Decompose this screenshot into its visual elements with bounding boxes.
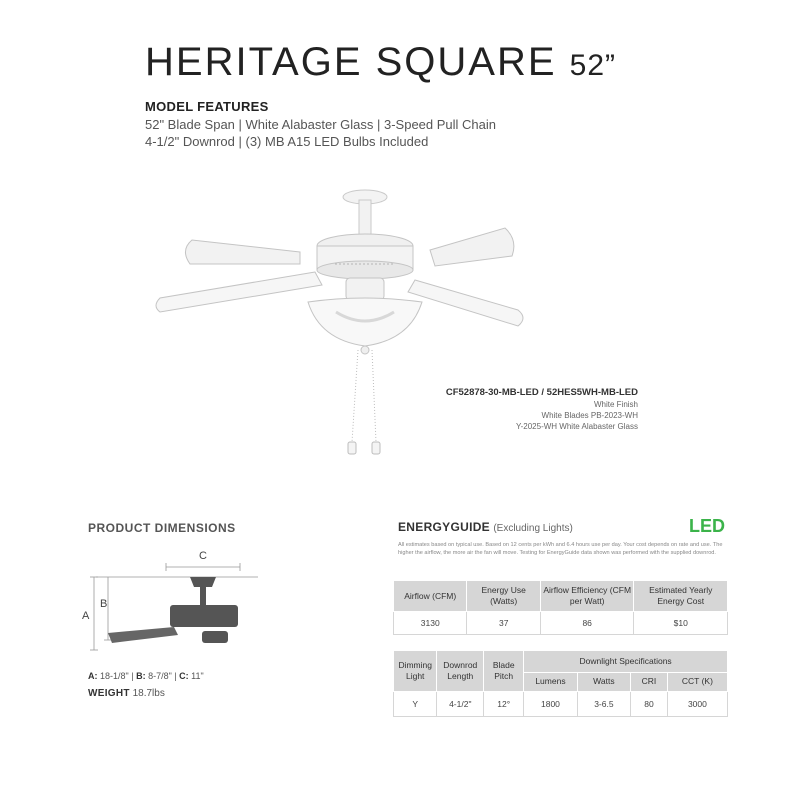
dimension-b-value: 8-7/8"	[148, 671, 172, 681]
energyguide-subtitle: (Excluding Lights)	[493, 523, 573, 534]
weight-key: WEIGHT	[88, 688, 130, 699]
model-blades: White Blades PB-2023-WH	[541, 411, 638, 420]
table-header: Lumens	[524, 672, 577, 691]
table-header: Watts	[577, 672, 630, 691]
table-cell: $10	[634, 612, 728, 635]
table-row	[394, 692, 728, 717]
energyguide-note: All estimates based on typical use. Based on 12 cents per kWh and 6.4 hours use per day. Your cost depends on rate and use. The higher the airflow, the more air the fan will move. Testing for EnergyGuide data shown was performed with the supplied downrod.	[398, 542, 723, 556]
dimension-values	[88, 671, 204, 681]
weight-line	[88, 688, 165, 699]
weight-value: 18.7lbs	[132, 688, 165, 699]
energyguide-title: ENERGYGUIDE	[398, 520, 490, 534]
table-header: CRI	[631, 672, 668, 691]
model-number: CF52878-30-MB-LED / 52HES5WH-MB-LED	[445, 387, 638, 398]
model-finish: White Finish	[593, 400, 638, 409]
energy-table	[393, 580, 728, 635]
dimension-separator: |	[128, 671, 137, 681]
table-cell: 3000	[667, 692, 727, 717]
table-cell: 1800	[524, 692, 577, 717]
dimension-a-key: A:	[88, 671, 98, 681]
table-cell: 80	[631, 692, 668, 717]
table-cell: 4-1/2"	[437, 692, 484, 717]
table-header: Blade Pitch	[484, 651, 524, 692]
product-title	[145, 40, 616, 85]
table-cell: 86	[540, 612, 634, 635]
table-header: Airflow Efficiency (CFM per Watt)	[540, 581, 634, 612]
table-header: Energy Use (Watts)	[467, 581, 540, 612]
energyguide-heading	[398, 520, 573, 534]
table-header: Airflow (CFM)	[394, 581, 467, 612]
features-heading: MODEL FEATURES	[145, 99, 269, 114]
dimension-label-a: A	[82, 610, 90, 622]
table-header-row	[394, 651, 728, 673]
table-header-row	[394, 581, 728, 612]
dimension-separator: |	[171, 671, 180, 681]
table-header-downlight: Downlight Specifications	[524, 651, 728, 673]
product-name: HERITAGE SQUARE	[145, 40, 557, 84]
table-cell: Y	[394, 692, 437, 717]
table-cell: 37	[467, 612, 540, 635]
table-cell: 3-6.5	[577, 692, 630, 717]
table-cell: 12°	[484, 692, 524, 717]
model-glass: Y-2025-WH White Alabaster Glass	[516, 422, 638, 431]
dimension-a-value: 18-1/8"	[100, 671, 129, 681]
dimension-label-c: C	[199, 550, 207, 562]
product-size: 52”	[569, 49, 617, 82]
dimension-diagram	[78, 545, 268, 665]
table-cell: 3130	[394, 612, 467, 635]
dimension-c-key: C:	[179, 671, 189, 681]
dimension-c-value: 11"	[191, 671, 204, 681]
table-row	[394, 612, 728, 635]
specs-table	[393, 650, 728, 717]
table-header: Downrod Length	[437, 651, 484, 692]
dimensions-heading: PRODUCT DIMENSIONS	[88, 521, 236, 535]
dimension-label-b: B	[100, 598, 108, 610]
table-header: Dimming Light	[394, 651, 437, 692]
led-label: LED	[689, 516, 725, 536]
features-line: 52" Blade Span | White Alabaster Glass | 3-Speed Pull Chain	[145, 117, 497, 132]
ceiling-fan-image	[140, 180, 660, 480]
features-line: 4-1/2" Downrod | (3) MB A15 LED Bulbs Included	[145, 134, 429, 149]
dimension-b-key: B:	[136, 671, 146, 681]
table-header: Estimated Yearly Energy Cost	[634, 581, 728, 612]
table-header: CCT (K)	[667, 672, 727, 691]
